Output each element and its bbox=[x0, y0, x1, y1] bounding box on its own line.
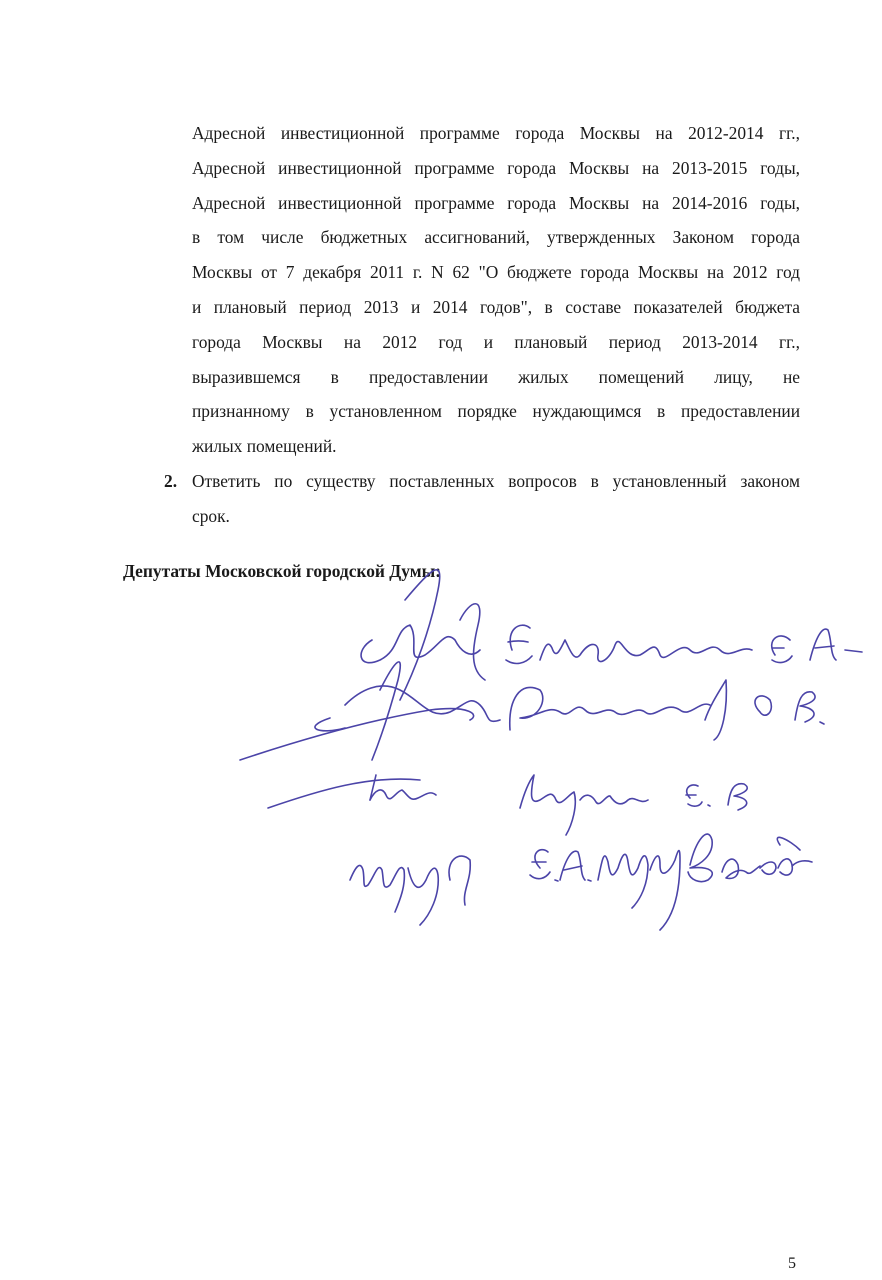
signature-2-name bbox=[510, 680, 824, 740]
signature-4-scribble bbox=[350, 856, 470, 925]
text-line: срок. bbox=[192, 505, 230, 526]
signature-3-scribble bbox=[268, 775, 436, 808]
signature-1-name bbox=[506, 625, 862, 663]
text-line: и плановый период 2013 и 2014 годов", в составе показателей бюджета bbox=[192, 296, 800, 317]
list-item-number: 2. bbox=[164, 470, 178, 491]
signature-4-name bbox=[530, 834, 812, 930]
text-line: Адресной инвестиционной программе города Москвы на 2013-2015 годы, bbox=[192, 157, 800, 178]
text-line: Адресной инвестиционной программе города Москвы на 2012-2014 гг., bbox=[192, 123, 800, 143]
list-item-2 bbox=[164, 464, 800, 534]
document-body bbox=[164, 116, 800, 534]
paragraph-continuation bbox=[192, 116, 800, 464]
signature-2-scribble bbox=[240, 662, 500, 760]
text-line: Ответить по существу поставленных вопросов в установленный законом bbox=[192, 470, 800, 491]
signature-3-name bbox=[520, 775, 747, 835]
deputies-heading: Депутаты Московской городской Думы: bbox=[123, 561, 441, 581]
text-line: города Москвы на 2012 год и плановый период 2013-2014 гг., bbox=[192, 331, 800, 352]
text-line: в том числе бюджетных ассигнований, утвержденных Законом города bbox=[192, 227, 800, 248]
page-number: 5 bbox=[788, 1255, 796, 1272]
signature-1-scribble bbox=[361, 570, 485, 700]
text-line: Москвы от 7 декабря 2011 г. N 62 "О бюджете города Москвы на 2012 год bbox=[192, 262, 800, 283]
text-line: признанному в установленном порядке нуждающимся в предоставлении bbox=[192, 401, 800, 422]
text-line: жилых помещений. bbox=[192, 436, 337, 457]
text-line: выразившемся в предоставлении жилых помещений лицу, не bbox=[192, 366, 800, 387]
text-line: Адресной инвестиционной программе города Москвы на 2014-2016 годы, bbox=[192, 192, 800, 213]
